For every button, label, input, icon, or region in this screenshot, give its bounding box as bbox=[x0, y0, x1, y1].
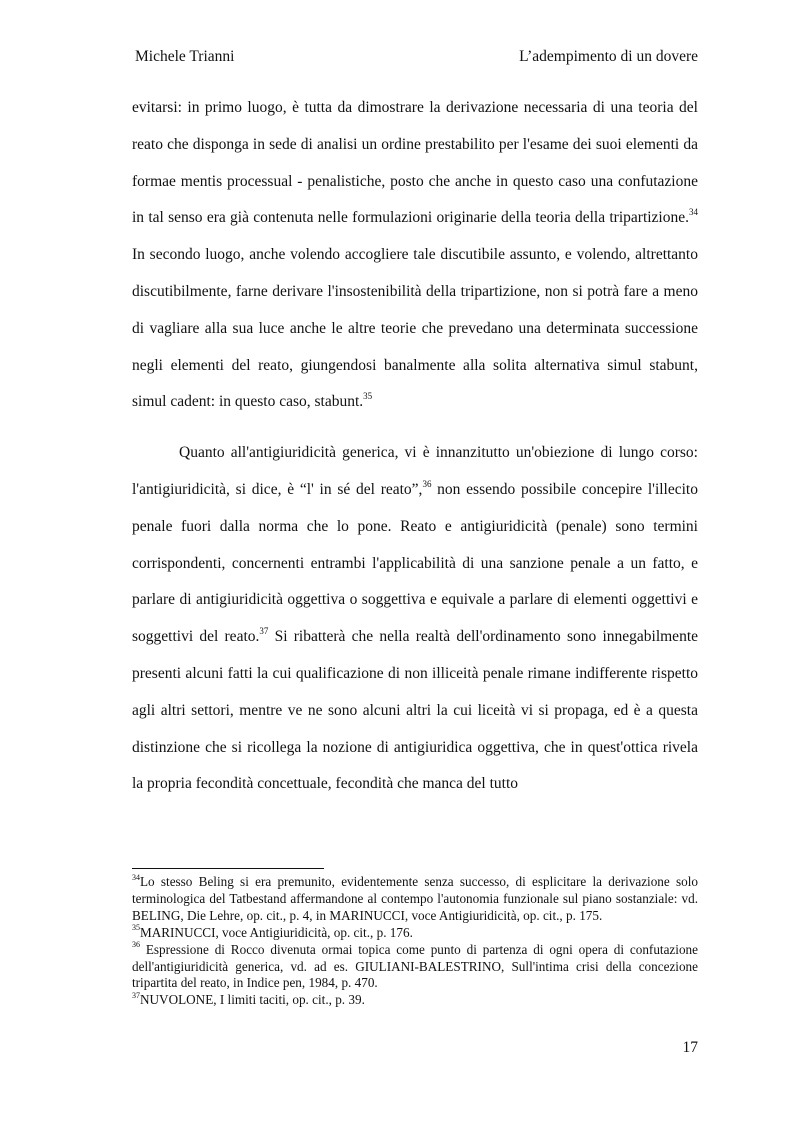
header-title: L’adempimento di un dovere bbox=[519, 48, 698, 65]
footnote-number: 35 bbox=[132, 923, 140, 933]
paragraph-1 bbox=[132, 90, 698, 421]
footnote-number: 36 bbox=[132, 940, 140, 950]
footnote-ref-34[interactable]: 34 bbox=[689, 207, 698, 218]
page-number: 17 bbox=[682, 1039, 698, 1056]
paragraph-2 bbox=[132, 435, 698, 803]
footnote-number: 34 bbox=[132, 872, 140, 882]
main-text bbox=[132, 90, 698, 803]
footnote-text: Espressione di Rocco divenuta ormai topica come punto di partenza di ogni opera di confutazione dell'antigiuridicità generica, vd. ad es. GIULIANI-BALESTRINO, Sull'intima crisi della concezione tripartita del reato, in Indice pen, 1984, p. 470. bbox=[132, 941, 698, 991]
footnote-text: NUVOLONE, I limiti taciti, op. cit., p. 39. bbox=[140, 992, 365, 1008]
footnote-separator bbox=[132, 868, 324, 869]
footnote-37 bbox=[132, 992, 698, 1009]
paragraph-2-text-b: non essendo possibile concepire l'illecito penale fuori dalla norma che lo pone. Reato e antigiuridicità (penale) sono termini corrispondenti, concernenti entrambi l'applicabilità di una sanzione penale a un fatto, e parlare di antigiuridicità oggettiva o soggettiva e equivale a parlare di elementi oggettivi e soggettivi del reato. bbox=[132, 480, 698, 646]
footnote-34 bbox=[132, 874, 698, 925]
paragraph-2-text-c: Si ribatterà che nella realtà dell'ordinamento sono innegabilmente presenti alcuni fatti la cui qualificazione di non illiceità penale rimane indifferente rispetto agli altri settori, mentre ve ne sono alcuni altri la cui liceità vi si propaga, ed è a questa distinzione che si ricollega la nozione di antigiuridica oggettiva, che in quest'ottica rivela la propria fecondità concettuale, fecondità che manca del tutto bbox=[132, 628, 699, 793]
footnote-text: Lo stesso Beling si era premunito, evidentemente senza successo, di esplicitare la derivazione solo terminologica del Tatbestand affermandone al contempo l'autonomia funzionale sul piano sostanziale: vd. BELING, Die Lehre, op. cit., p. 4, in MARINUCCI, voce Antigiuridicità, op. cit., p. 175. bbox=[132, 874, 698, 923]
page-header bbox=[133, 48, 698, 70]
paragraph-2-text-a: Quanto all'antigiuridicità generica, vi è innanzitutto un'obiezione di lungo corso: l'antigiuridicità, si dice, è “l' in sé del reato”, bbox=[132, 444, 698, 498]
footnote-ref-35[interactable]: 35 bbox=[363, 391, 373, 402]
footnote-ref-36[interactable]: 36 bbox=[422, 478, 432, 489]
paragraph-1-text-b: In secondo luogo, anche volendo accogliere tale discutibile assunto, e volendo, altrettanto discutibilmente, farne derivare l'insostenibilità della tripartizione, non si potrà fare a meno di vagliare alla sua luce anche le altre teorie che prevedano una determinata successione negli elementi del reato, giungendosi banalmente alla solita alternativa simul stabunt, simul cadent: in questo caso, stabunt. bbox=[132, 246, 698, 411]
footnote-ref-37[interactable]: 37 bbox=[259, 626, 269, 636]
footnote-36 bbox=[132, 942, 698, 993]
footnote-text: MARINUCCI, voce Antigiuridicità, op. cit., p. 176. bbox=[140, 924, 413, 940]
footnotes bbox=[132, 874, 698, 1009]
footnote-number: 37 bbox=[132, 990, 140, 1000]
footnote-35 bbox=[132, 925, 698, 942]
header-author: Michele Trianni bbox=[135, 48, 235, 65]
paragraph-1-text-a: evitarsi: in primo luogo, è tutta da dimostrare la derivazione necessaria di una teoria del reato che disponga in sede di analisi un ordine prestabilito per l'esame dei suoi elementi da formae mentis processual - penalistiche, posto che anche in questo caso una confutazione in tal senso era già contenuta nelle formulazioni originarie della teoria della tripartizione. bbox=[132, 99, 698, 227]
